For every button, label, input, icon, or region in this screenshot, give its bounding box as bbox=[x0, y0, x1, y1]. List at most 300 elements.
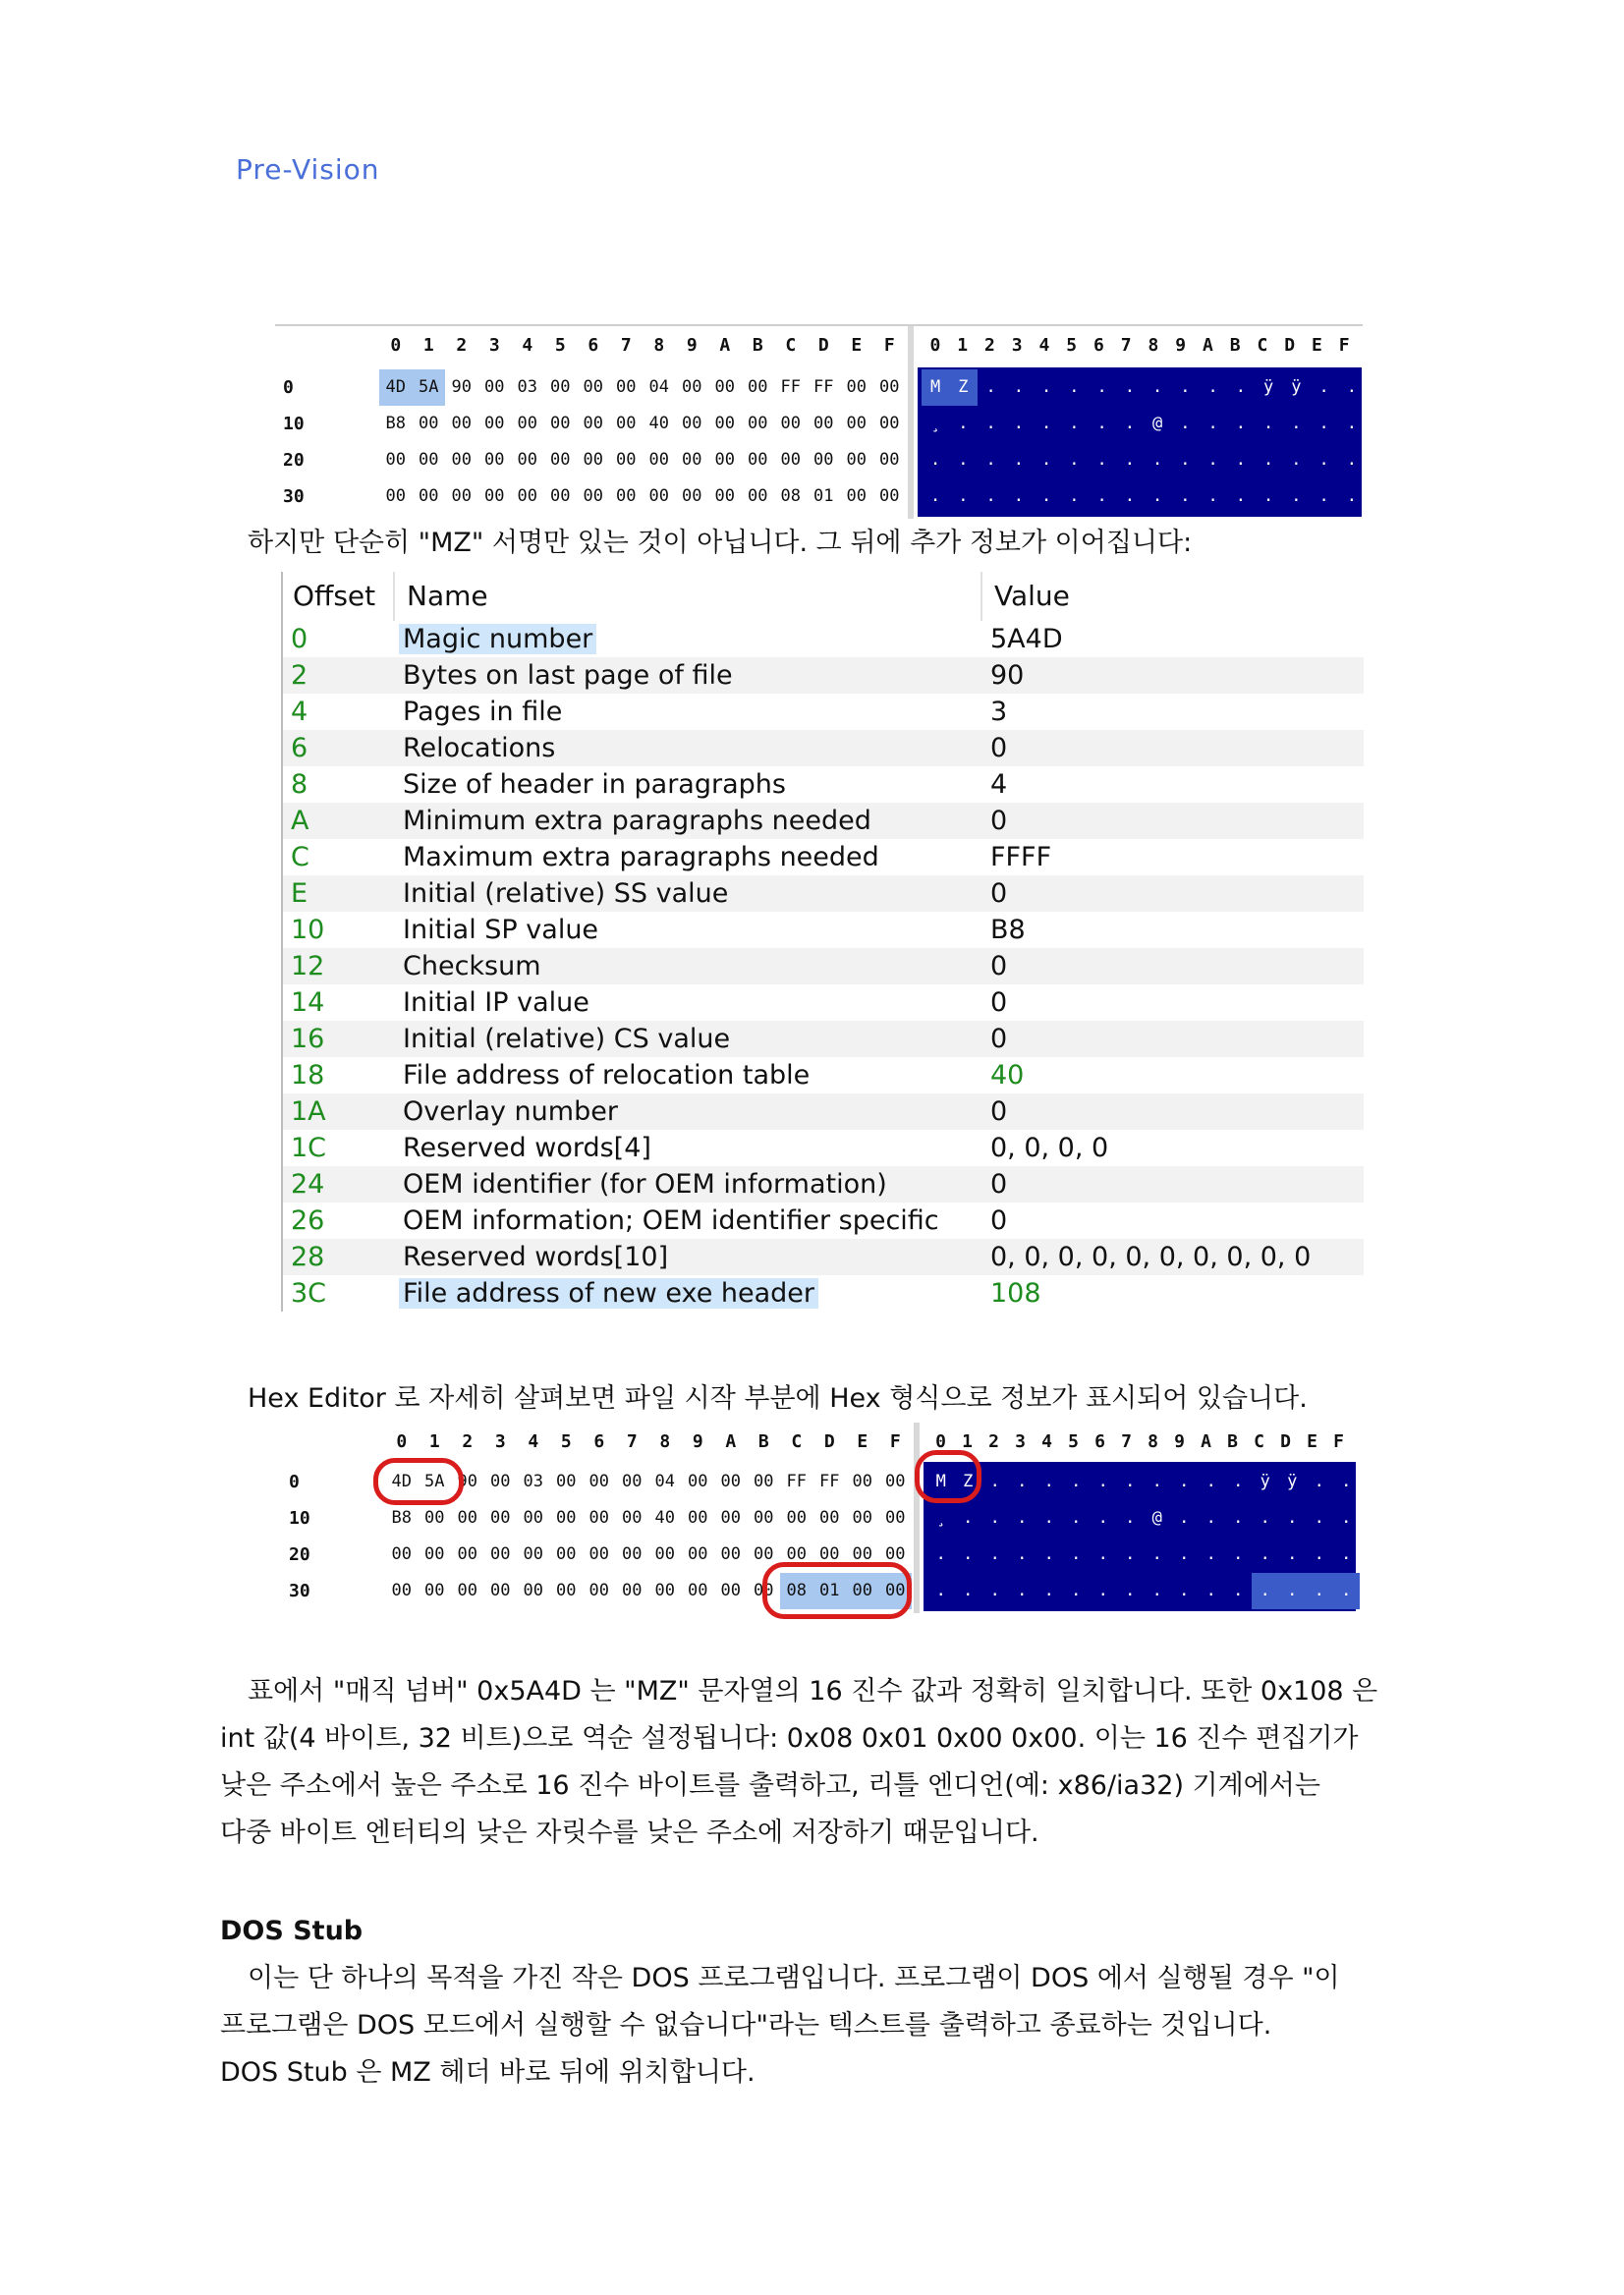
ascii-char[interactable]: . bbox=[1341, 1472, 1352, 1491]
hex-byte[interactable]: 00 bbox=[748, 486, 768, 506]
hex-byte[interactable]: 00 bbox=[622, 1544, 643, 1564]
ascii-char[interactable]: . bbox=[1235, 414, 1246, 433]
ascii-char[interactable]: . bbox=[1205, 1544, 1216, 1564]
hex-byte[interactable]: 00 bbox=[517, 450, 537, 470]
ascii-char[interactable]: . bbox=[1043, 1508, 1054, 1528]
hex-byte[interactable]: 00 bbox=[622, 1508, 643, 1528]
ascii-char[interactable]: . bbox=[1205, 1581, 1216, 1600]
hex-byte[interactable]: 00 bbox=[786, 1544, 807, 1564]
hex-byte[interactable]: 00 bbox=[419, 486, 439, 506]
hex-byte[interactable]: 08 bbox=[780, 1573, 813, 1609]
table-row[interactable] bbox=[283, 912, 1364, 948]
hex-byte[interactable]: 03 bbox=[523, 1472, 543, 1491]
ascii-char[interactable]: . bbox=[1207, 450, 1218, 470]
hex-byte[interactable]: 00 bbox=[457, 1508, 477, 1528]
hex-byte[interactable]: 00 bbox=[583, 486, 603, 506]
ascii-char[interactable]: . bbox=[1124, 377, 1135, 397]
ascii-char[interactable]: . bbox=[1013, 450, 1024, 470]
name-cell bbox=[403, 1093, 618, 1130]
table-row[interactable] bbox=[283, 730, 1364, 766]
hex-byte[interactable]: 00 bbox=[424, 1581, 445, 1600]
ascii-char[interactable]: M bbox=[935, 1472, 946, 1491]
hex-byte[interactable]: 00 bbox=[748, 414, 768, 433]
name-text: Initial (relative) SS value bbox=[403, 878, 729, 909]
hex-byte[interactable]: 00 bbox=[879, 450, 900, 470]
ascii-char[interactable]: . bbox=[1205, 1472, 1216, 1491]
value-cell: 0 bbox=[990, 1024, 1008, 1054]
ascii-char[interactable]: . bbox=[935, 1544, 946, 1564]
ascii-char[interactable]: . bbox=[1096, 486, 1107, 506]
ascii-char[interactable]: . bbox=[1041, 486, 1052, 506]
hex-byte[interactable]: 00 bbox=[754, 1581, 774, 1600]
hex-byte[interactable]: 00 bbox=[556, 1581, 577, 1600]
hex-byte[interactable]: 00 bbox=[786, 1508, 807, 1528]
ascii-char[interactable]: . bbox=[1152, 486, 1163, 506]
ascii-char[interactable]: . bbox=[958, 450, 969, 470]
ascii-char[interactable]: . bbox=[1318, 377, 1329, 397]
hex-byte[interactable]: 00 bbox=[451, 414, 472, 433]
hex-byte[interactable]: 00 bbox=[391, 1581, 412, 1600]
ascii-char[interactable]: . bbox=[1125, 1581, 1136, 1600]
hex-byte[interactable]: 00 bbox=[484, 377, 505, 397]
hex-byte[interactable]: 00 bbox=[813, 450, 834, 470]
ascii-char[interactable]: . bbox=[963, 1508, 974, 1528]
hex-byte[interactable]: FF bbox=[780, 377, 801, 397]
hex-byte[interactable]: 00 bbox=[688, 1508, 708, 1528]
hex-byte[interactable]: 00 bbox=[748, 377, 768, 397]
ascii-char[interactable]: . bbox=[985, 486, 996, 506]
hex-byte[interactable]: 00 bbox=[484, 414, 505, 433]
ascii-char[interactable]: . bbox=[1041, 450, 1052, 470]
ascii-char[interactable]: . bbox=[1346, 486, 1357, 506]
ascii-char[interactable]: . bbox=[1179, 1581, 1190, 1600]
byte-column-label: E bbox=[857, 1431, 868, 1452]
ascii-char[interactable]: . bbox=[1260, 1544, 1270, 1564]
ascii-char[interactable]: . bbox=[1233, 1508, 1244, 1528]
hex-byte[interactable]: 00 bbox=[780, 450, 801, 470]
ascii-char[interactable]: . bbox=[1291, 450, 1302, 470]
ascii-char[interactable]: . bbox=[1151, 1544, 1162, 1564]
hex-byte[interactable]: 00 bbox=[846, 486, 867, 506]
ascii-char[interactable]: @ bbox=[1151, 1508, 1162, 1528]
ascii-char[interactable]: . bbox=[930, 450, 941, 470]
table-row[interactable] bbox=[283, 657, 1364, 694]
ascii-char[interactable]: . bbox=[1179, 1544, 1190, 1564]
ascii-char[interactable]: . bbox=[1252, 1573, 1279, 1609]
hex-byte[interactable]: 00 bbox=[523, 1544, 543, 1564]
hex-byte[interactable]: 03 bbox=[517, 377, 537, 397]
hex-byte[interactable]: 00 bbox=[556, 1544, 577, 1564]
value-cell: 0 bbox=[990, 1096, 1008, 1127]
ascii-char[interactable]: . bbox=[1096, 377, 1107, 397]
name-text: Magic number bbox=[399, 624, 596, 654]
table-row[interactable] bbox=[283, 948, 1364, 984]
ascii-column-label: A bbox=[1202, 335, 1213, 356]
ascii-char[interactable]: . bbox=[1279, 1573, 1307, 1609]
ascii-column-label: 4 bbox=[1041, 1431, 1052, 1452]
hex-byte[interactable]: 00 bbox=[819, 1544, 840, 1564]
hex-byte[interactable]: FF bbox=[786, 1472, 807, 1491]
hex-byte[interactable]: 4D bbox=[391, 1472, 412, 1491]
hex-byte[interactable]: 00 bbox=[714, 450, 735, 470]
table-row[interactable] bbox=[283, 1057, 1364, 1093]
hex-byte[interactable]: 40 bbox=[648, 414, 669, 433]
table-row[interactable] bbox=[283, 1166, 1364, 1203]
ascii-char[interactable]: . bbox=[1180, 377, 1191, 397]
hex-byte[interactable]: 00 bbox=[550, 377, 571, 397]
ascii-char[interactable]: . bbox=[1069, 414, 1080, 433]
ascii-char[interactable]: . bbox=[1314, 1508, 1324, 1528]
value-cell: 0 bbox=[990, 951, 1008, 981]
ascii-char[interactable]: . bbox=[1346, 450, 1357, 470]
hex-byte[interactable]: 40 bbox=[654, 1508, 675, 1528]
table-row[interactable] bbox=[283, 1203, 1364, 1239]
hex-byte[interactable]: 00 bbox=[523, 1508, 543, 1528]
hex-byte[interactable]: 00 bbox=[490, 1508, 511, 1528]
ascii-char[interactable]: . bbox=[1069, 486, 1080, 506]
hex-byte[interactable]: 00 bbox=[616, 450, 637, 470]
table-row[interactable] bbox=[283, 803, 1364, 839]
ascii-char[interactable]: . bbox=[1333, 1573, 1361, 1609]
hex-byte[interactable]: 4D bbox=[379, 369, 413, 406]
ascii-char[interactable]: . bbox=[1096, 414, 1107, 433]
hex-byte[interactable]: 00 bbox=[484, 450, 505, 470]
hex-byte[interactable]: 00 bbox=[556, 1472, 577, 1491]
table-row[interactable] bbox=[283, 766, 1364, 803]
ascii-char[interactable]: . bbox=[1125, 1472, 1136, 1491]
table-row[interactable] bbox=[283, 1093, 1364, 1130]
hex-byte[interactable]: 00 bbox=[385, 450, 406, 470]
ascii-char[interactable]: . bbox=[1233, 1544, 1244, 1564]
hex-byte[interactable]: 00 bbox=[720, 1581, 741, 1600]
hex-byte[interactable]: 00 bbox=[852, 1544, 872, 1564]
ascii-char[interactable]: . bbox=[1179, 1472, 1190, 1491]
ascii-char[interactable]: . bbox=[1287, 1508, 1298, 1528]
hex-byte[interactable]: 00 bbox=[720, 1508, 741, 1528]
ascii-char[interactable]: . bbox=[1017, 1581, 1028, 1600]
ascii-char[interactable]: . bbox=[1314, 1472, 1324, 1491]
hex-byte[interactable]: 00 bbox=[616, 486, 637, 506]
ascii-char[interactable]: . bbox=[1314, 1544, 1324, 1564]
ascii-char[interactable]: . bbox=[1041, 377, 1052, 397]
ascii-char[interactable]: . bbox=[1013, 486, 1024, 506]
ascii-char[interactable]: . bbox=[1207, 377, 1218, 397]
row-offset: 10 bbox=[283, 414, 305, 434]
ascii-char[interactable]: . bbox=[1125, 1544, 1136, 1564]
ascii-char[interactable]: . bbox=[1097, 1581, 1108, 1600]
ascii-char[interactable]: . bbox=[1041, 414, 1052, 433]
ascii-char[interactable]: ÿ bbox=[1263, 377, 1274, 397]
hex-byte[interactable]: 00 bbox=[720, 1544, 741, 1564]
ascii-char[interactable]: . bbox=[1235, 450, 1246, 470]
hex-byte[interactable]: 04 bbox=[648, 377, 669, 397]
hex-byte[interactable]: 00 bbox=[879, 486, 900, 506]
hex-byte[interactable]: 5A bbox=[413, 369, 446, 406]
hex-byte[interactable]: 00 bbox=[583, 414, 603, 433]
hex-byte[interactable]: 00 bbox=[419, 414, 439, 433]
hex-byte[interactable]: 00 bbox=[583, 450, 603, 470]
hex-byte[interactable]: 00 bbox=[846, 414, 867, 433]
ascii-char[interactable]: . bbox=[1263, 450, 1274, 470]
ascii-char[interactable]: . bbox=[1207, 414, 1218, 433]
hex-byte[interactable]: 00 bbox=[588, 1544, 609, 1564]
hex-byte[interactable]: 00 bbox=[424, 1544, 445, 1564]
hex-byte[interactable]: 00 bbox=[714, 486, 735, 506]
hex-byte[interactable]: 00 bbox=[550, 414, 571, 433]
hex-byte[interactable]: 00 bbox=[714, 377, 735, 397]
table-row[interactable] bbox=[283, 1239, 1364, 1275]
ascii-char[interactable]: . bbox=[1069, 450, 1080, 470]
hex-byte[interactable]: 00 bbox=[885, 1544, 906, 1564]
name-cell bbox=[403, 1021, 730, 1057]
hex-byte[interactable]: 00 bbox=[754, 1544, 774, 1564]
hex-byte[interactable]: 00 bbox=[457, 1581, 477, 1600]
hex-byte[interactable]: 00 bbox=[819, 1508, 840, 1528]
ascii-char[interactable]: . bbox=[985, 377, 996, 397]
ascii-char[interactable]: . bbox=[1097, 1508, 1108, 1528]
ascii-char[interactable]: . bbox=[1287, 1544, 1298, 1564]
hex-byte[interactable]: 00 bbox=[885, 1508, 906, 1528]
ascii-char[interactable]: . bbox=[1205, 1508, 1216, 1528]
hex-byte[interactable]: 00 bbox=[583, 377, 603, 397]
ascii-char[interactable]: . bbox=[930, 486, 941, 506]
hex-byte[interactable]: B8 bbox=[391, 1508, 412, 1528]
ascii-char[interactable]: . bbox=[1306, 1573, 1333, 1609]
ascii-char[interactable]: . bbox=[1341, 1508, 1352, 1528]
hex-byte[interactable]: 00 bbox=[682, 377, 702, 397]
hex-byte[interactable]: 00 bbox=[457, 1544, 477, 1564]
ascii-char[interactable]: ÿ bbox=[1260, 1472, 1270, 1491]
hex-byte[interactable]: 00 bbox=[720, 1472, 741, 1491]
ascii-char[interactable]: . bbox=[1207, 486, 1218, 506]
hex-byte[interactable]: 00 bbox=[682, 414, 702, 433]
ascii-char[interactable]: . bbox=[1071, 1508, 1082, 1528]
hex-byte[interactable]: 00 bbox=[588, 1472, 609, 1491]
hex-byte[interactable]: 00 bbox=[451, 450, 472, 470]
hex-byte[interactable]: 00 bbox=[846, 377, 867, 397]
hex-byte[interactable]: 00 bbox=[419, 450, 439, 470]
hex-byte[interactable]: 00 bbox=[780, 414, 801, 433]
ascii-char[interactable]: . bbox=[1180, 486, 1191, 506]
ascii-char[interactable]: . bbox=[1096, 450, 1107, 470]
ascii-char[interactable]: . bbox=[989, 1508, 1000, 1528]
ascii-char[interactable]: . bbox=[1233, 1581, 1244, 1600]
hex-byte[interactable]: 00 bbox=[616, 414, 637, 433]
ascii-char[interactable]: . bbox=[1233, 1472, 1244, 1491]
ascii-char[interactable]: Z bbox=[963, 1472, 974, 1491]
document-header: Pre-Vision bbox=[236, 153, 380, 186]
ascii-char[interactable]: . bbox=[1235, 486, 1246, 506]
ascii-char[interactable]: . bbox=[1291, 486, 1302, 506]
ascii-char[interactable]: . bbox=[963, 1581, 974, 1600]
ascii-char[interactable]: . bbox=[958, 486, 969, 506]
hex-byte[interactable]: 00 bbox=[885, 1472, 906, 1491]
hex-byte[interactable]: 90 bbox=[451, 377, 472, 397]
hex-byte[interactable]: 00 bbox=[688, 1544, 708, 1564]
ascii-char[interactable]: . bbox=[1151, 1472, 1162, 1491]
hex-byte[interactable]: 00 bbox=[852, 1508, 872, 1528]
ascii-column-label: 6 bbox=[1094, 1431, 1105, 1452]
pane-separator bbox=[908, 326, 914, 519]
hex-byte[interactable]: 04 bbox=[654, 1472, 675, 1491]
byte-column-header bbox=[379, 326, 906, 365]
name-cell bbox=[403, 839, 879, 875]
table-row[interactable] bbox=[283, 1275, 1364, 1312]
hex-byte[interactable]: 00 bbox=[879, 377, 900, 397]
hex-byte[interactable]: 00 bbox=[654, 1581, 675, 1600]
table-row[interactable] bbox=[283, 984, 1364, 1021]
ascii-char[interactable]: . bbox=[1152, 377, 1163, 397]
hex-byte[interactable]: 5A bbox=[424, 1472, 445, 1491]
ascii-column-label: 8 bbox=[1148, 1431, 1158, 1452]
hex-byte[interactable]: 00 bbox=[846, 450, 867, 470]
ascii-char[interactable]: . bbox=[1180, 450, 1191, 470]
hex-byte[interactable]: 00 bbox=[879, 1573, 913, 1609]
hex-byte[interactable]: 00 bbox=[688, 1472, 708, 1491]
hex-byte[interactable]: 00 bbox=[846, 1573, 879, 1609]
hex-byte[interactable]: 00 bbox=[517, 414, 537, 433]
hex-byte[interactable]: 00 bbox=[424, 1508, 445, 1528]
ascii-char[interactable]: . bbox=[1291, 414, 1302, 433]
ascii-char[interactable]: . bbox=[1124, 486, 1135, 506]
hex-byte[interactable]: 00 bbox=[391, 1544, 412, 1564]
ascii-char[interactable]: @ bbox=[1152, 414, 1163, 433]
hex-byte[interactable]: 00 bbox=[616, 377, 637, 397]
ascii-char[interactable]: . bbox=[1180, 414, 1191, 433]
hex-byte[interactable]: 00 bbox=[517, 486, 537, 506]
ascii-char[interactable]: . bbox=[1346, 414, 1357, 433]
hex-byte[interactable]: B8 bbox=[385, 414, 406, 433]
hex-byte[interactable]: 00 bbox=[682, 486, 702, 506]
ascii-char[interactable]: . bbox=[1097, 1472, 1108, 1491]
offset-cell: C bbox=[291, 842, 309, 872]
hex-byte[interactable]: 00 bbox=[550, 486, 571, 506]
table-row[interactable] bbox=[283, 694, 1364, 730]
hex-byte[interactable]: FF bbox=[819, 1472, 840, 1491]
hex-byte[interactable]: 00 bbox=[813, 414, 834, 433]
hex-byte[interactable]: 00 bbox=[754, 1472, 774, 1491]
hex-byte[interactable]: 00 bbox=[490, 1544, 511, 1564]
ascii-char[interactable]: . bbox=[1318, 450, 1329, 470]
hex-byte[interactable]: 00 bbox=[490, 1472, 511, 1491]
ascii-char[interactable]: . bbox=[1017, 1544, 1028, 1564]
highlight-circle-new-header-bytes bbox=[762, 1562, 912, 1619]
hex-byte[interactable]: 00 bbox=[648, 486, 669, 506]
ascii-char[interactable]: . bbox=[1017, 1508, 1028, 1528]
table-row[interactable] bbox=[283, 621, 1364, 657]
ascii-char[interactable]: . bbox=[989, 1581, 1000, 1600]
ascii-char[interactable]: . bbox=[1013, 377, 1024, 397]
ascii-char[interactable]: . bbox=[1179, 1508, 1190, 1528]
hex-byte[interactable]: 00 bbox=[490, 1581, 511, 1600]
hex-byte[interactable]: FF bbox=[813, 377, 834, 397]
hex-byte[interactable]: 00 bbox=[688, 1581, 708, 1600]
hex-byte[interactable]: 00 bbox=[622, 1581, 643, 1600]
ascii-char[interactable]: ¸ bbox=[935, 1508, 946, 1528]
ascii-char[interactable]: . bbox=[1125, 1508, 1136, 1528]
ascii-char[interactable]: Z bbox=[949, 369, 977, 406]
ascii-char[interactable]: . bbox=[1235, 377, 1246, 397]
ascii-char[interactable]: . bbox=[1124, 414, 1135, 433]
ascii-char[interactable]: . bbox=[1013, 414, 1024, 433]
hex-byte[interactable]: 00 bbox=[550, 450, 571, 470]
hex-byte[interactable]: 00 bbox=[748, 450, 768, 470]
ascii-char[interactable]: ÿ bbox=[1287, 1472, 1298, 1491]
ascii-column-label: E bbox=[1307, 1431, 1317, 1452]
hex-byte[interactable]: 00 bbox=[588, 1508, 609, 1528]
ascii-char[interactable]: . bbox=[958, 414, 969, 433]
hex-byte[interactable]: 00 bbox=[451, 486, 472, 506]
ascii-char[interactable]: . bbox=[1071, 1544, 1082, 1564]
ascii-char[interactable]: . bbox=[1097, 1544, 1108, 1564]
ascii-char[interactable]: . bbox=[1043, 1472, 1054, 1491]
ascii-char[interactable]: . bbox=[989, 1472, 1000, 1491]
ascii-char[interactable]: . bbox=[1263, 486, 1274, 506]
ascii-char[interactable]: . bbox=[1318, 486, 1329, 506]
ascii-char[interactable]: . bbox=[1071, 1581, 1082, 1600]
ascii-char[interactable]: . bbox=[989, 1544, 1000, 1564]
ascii-char[interactable]: . bbox=[1043, 1581, 1054, 1600]
ascii-char[interactable]: . bbox=[1341, 1544, 1352, 1564]
offset-cell: 1C bbox=[291, 1133, 327, 1163]
ascii-char[interactable]: . bbox=[1043, 1544, 1054, 1564]
ascii-char[interactable]: . bbox=[1152, 450, 1163, 470]
hex-byte[interactable]: 00 bbox=[588, 1581, 609, 1600]
hex-byte[interactable]: 00 bbox=[754, 1508, 774, 1528]
table-row[interactable] bbox=[283, 875, 1364, 912]
hex-byte[interactable]: 00 bbox=[879, 414, 900, 433]
ascii-char[interactable]: . bbox=[1151, 1581, 1162, 1600]
ascii-char[interactable]: . bbox=[935, 1581, 946, 1600]
table-row[interactable] bbox=[283, 1021, 1364, 1057]
ascii-char[interactable]: . bbox=[985, 414, 996, 433]
ascii-char[interactable]: . bbox=[1318, 414, 1329, 433]
hex-byte[interactable]: 00 bbox=[714, 414, 735, 433]
hex-byte[interactable]: 00 bbox=[523, 1581, 543, 1600]
hex-byte[interactable]: 00 bbox=[385, 486, 406, 506]
table-row[interactable] bbox=[283, 839, 1364, 875]
hex-byte[interactable]: 00 bbox=[682, 450, 702, 470]
hex-byte[interactable]: 00 bbox=[648, 450, 669, 470]
hex-byte[interactable]: 90 bbox=[457, 1472, 477, 1491]
ascii-char[interactable]: . bbox=[1071, 1472, 1082, 1491]
hex-byte[interactable]: 00 bbox=[622, 1472, 643, 1491]
hex-byte[interactable]: 01 bbox=[813, 486, 834, 506]
ascii-char[interactable]: ¸ bbox=[930, 414, 941, 433]
hex-byte[interactable]: 00 bbox=[654, 1544, 675, 1564]
hex-byte[interactable]: 00 bbox=[484, 486, 505, 506]
hex-byte[interactable]: 00 bbox=[556, 1508, 577, 1528]
ascii-char[interactable]: . bbox=[985, 450, 996, 470]
ascii-char[interactable]: . bbox=[1017, 1472, 1028, 1491]
ascii-char[interactable]: . bbox=[1069, 377, 1080, 397]
hex-byte[interactable]: 08 bbox=[780, 486, 801, 506]
hex-byte[interactable]: 01 bbox=[813, 1573, 847, 1609]
table-row[interactable] bbox=[283, 1130, 1364, 1166]
ascii-char[interactable]: ÿ bbox=[1291, 377, 1302, 397]
ascii-char[interactable]: . bbox=[963, 1544, 974, 1564]
ascii-char[interactable]: . bbox=[1263, 414, 1274, 433]
ascii-char[interactable]: . bbox=[1260, 1508, 1270, 1528]
ascii-char[interactable]: M bbox=[922, 369, 949, 406]
offset-cell: 18 bbox=[291, 1060, 325, 1091]
name-text: Reserved words[4] bbox=[403, 1133, 651, 1163]
byte-column-label: 9 bbox=[692, 1431, 703, 1452]
ascii-char[interactable]: . bbox=[1346, 377, 1357, 397]
hex-byte[interactable]: 00 bbox=[852, 1472, 872, 1491]
name-cell bbox=[403, 1057, 810, 1093]
ascii-char[interactable]: . bbox=[1124, 450, 1135, 470]
